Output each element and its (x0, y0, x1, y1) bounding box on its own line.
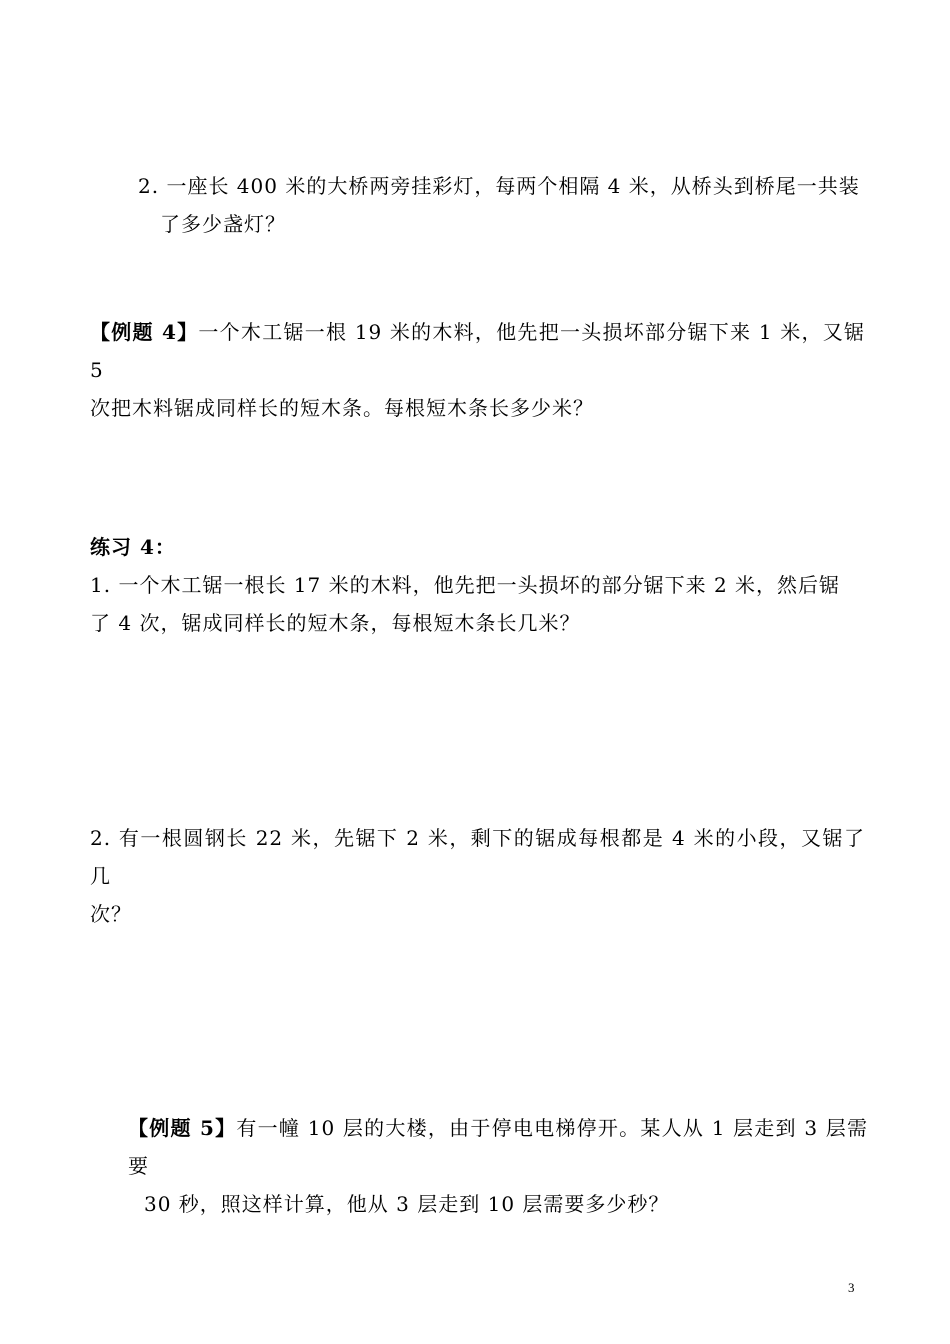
example-4 (90, 313, 865, 427)
example-label: 【例题 5】 (128, 1116, 237, 1140)
example-label: 【例题 4】 (90, 320, 199, 344)
example-text: 一个木工锯一根 19 米的木料，他先把一头损坏部分锯下来 1 米，又锯 5 (90, 320, 865, 382)
practice4-question-1 (90, 566, 865, 642)
practice4-question-2 (90, 819, 865, 933)
question-line: 次？ (90, 902, 132, 926)
example-line: 30 秒，照这样计算，他从 3 层走到 10 层需要多少秒？ (144, 1192, 670, 1216)
example-line (90, 313, 865, 389)
example-text: 有一幢 10 层的大楼，由于停电电梯停开。某人从 1 层走到 3 层需要 (128, 1116, 868, 1178)
example-5 (128, 1109, 868, 1223)
example-line (128, 1109, 868, 1185)
example-line: 次把木料锯成同样长的短木条。每根短木条长多少米？ (90, 396, 594, 420)
question-line: 2. 一座长 400 米的大桥两旁挂彩灯，每两个相隔 4 米，从桥头到桥尾一共装 (138, 174, 860, 198)
practice3-question-2 (138, 167, 868, 243)
question-line: 了多少盏灯？ (160, 212, 286, 236)
page-number: 3 (848, 1280, 855, 1295)
question-line: 了 4 次，锯成同样长的短木条，每根短木条长几米？ (90, 611, 581, 635)
practice-4-heading: 练习 4： (90, 535, 176, 559)
question-line: 1. 一个木工锯一根长 17 米的木料，他先把一头损坏的部分锯下来 2 米，然后锯 (90, 573, 841, 597)
question-line: 2. 有一根圆钢长 22 米，先锯下 2 米，剩下的锯成每根都是 4 米的小段，又锯了几 (90, 826, 865, 888)
